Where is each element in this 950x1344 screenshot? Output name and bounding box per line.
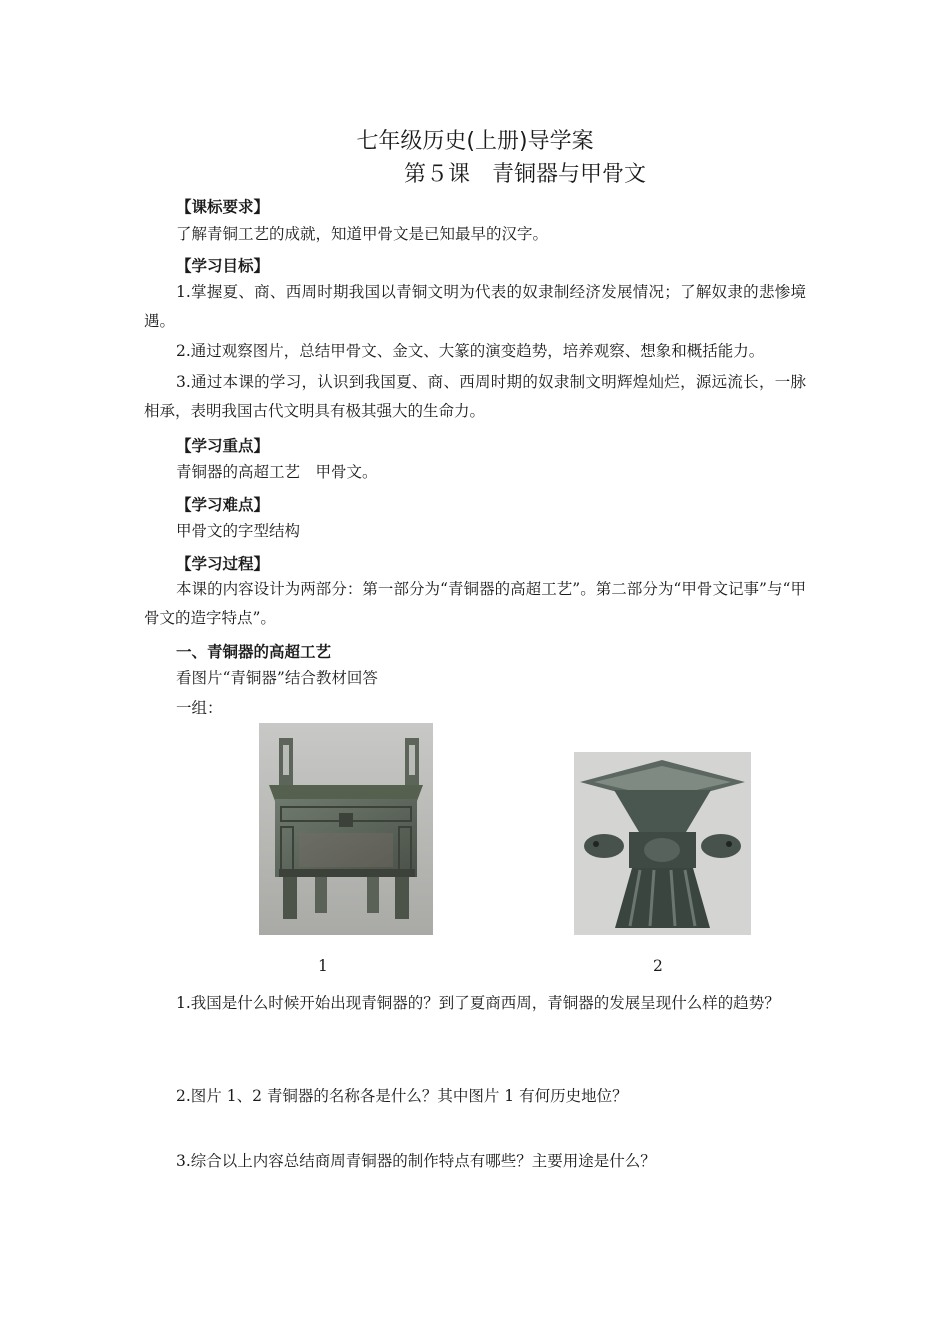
key-text: 青铜器的高超工艺 甲骨文。 — [176, 463, 378, 481]
process-text: 本课的内容设计为两部分：第一部分为“青铜器的高超工艺”。第二部分为“甲骨文记事”与“甲骨文的造字特点”。 — [144, 580, 806, 627]
difficulty-text: 甲骨文的字型结构 — [176, 522, 301, 540]
process-heading: 【学习过程】 — [176, 555, 270, 573]
doc-title: 七年级历史(上册)导学案 — [356, 129, 594, 154]
figure-caption-2: 2 — [653, 957, 663, 975]
goal-2: 2.通过观察图片，总结甲骨文、金文、大篆的演变趋势，培养观察、想象和概括能力。 — [176, 342, 765, 360]
question-1: 1.我国是什么时候开始出现青铜器的？到了夏商西周，青铜器的发展呈现什么样的趋势？ — [176, 994, 780, 1012]
bronze-ding-image — [259, 723, 433, 935]
standard-heading: 【课标要求】 — [176, 198, 270, 216]
goal-3: 3.通过本课的学习，认识到我国夏、商、西周时期的奴隶制文明辉煌灿烂，源远流长，一脉相承，表明我国古代文明具有极其强大的生命力。 — [144, 373, 806, 420]
difficulty-heading: 【学习难点】 — [176, 496, 270, 514]
goal-1: 1.掌握夏、商、西周时期我国以青铜文明为代表的奴隶制经济发展情况；了解奴隶的悲惨境遇。 — [144, 283, 806, 330]
lesson-title: 第５课 青铜器与甲骨文 — [403, 162, 646, 187]
question-2: 2.图片 1、2 青铜器的名称各是什么？其中图片 1 有何历史地位？ — [176, 1087, 628, 1105]
bronze-zun-image — [574, 752, 751, 935]
figure-caption-1: 1 — [318, 957, 328, 975]
group-label: 一组： — [176, 699, 223, 717]
part1-intro: 看图片“青铜器”结合教材回答 — [176, 669, 378, 687]
question-3: 3.综合以上内容总结商周青铜器的制作特点有哪些？主要用途是什么？ — [176, 1152, 656, 1170]
standard-text: 了解青铜工艺的成就，知道甲骨文是已知最早的汉字。 — [176, 225, 549, 243]
key-heading: 【学习重点】 — [176, 437, 270, 455]
part1-heading: 一、青铜器的高超工艺 — [176, 643, 332, 661]
goals-heading: 【学习目标】 — [176, 257, 270, 275]
